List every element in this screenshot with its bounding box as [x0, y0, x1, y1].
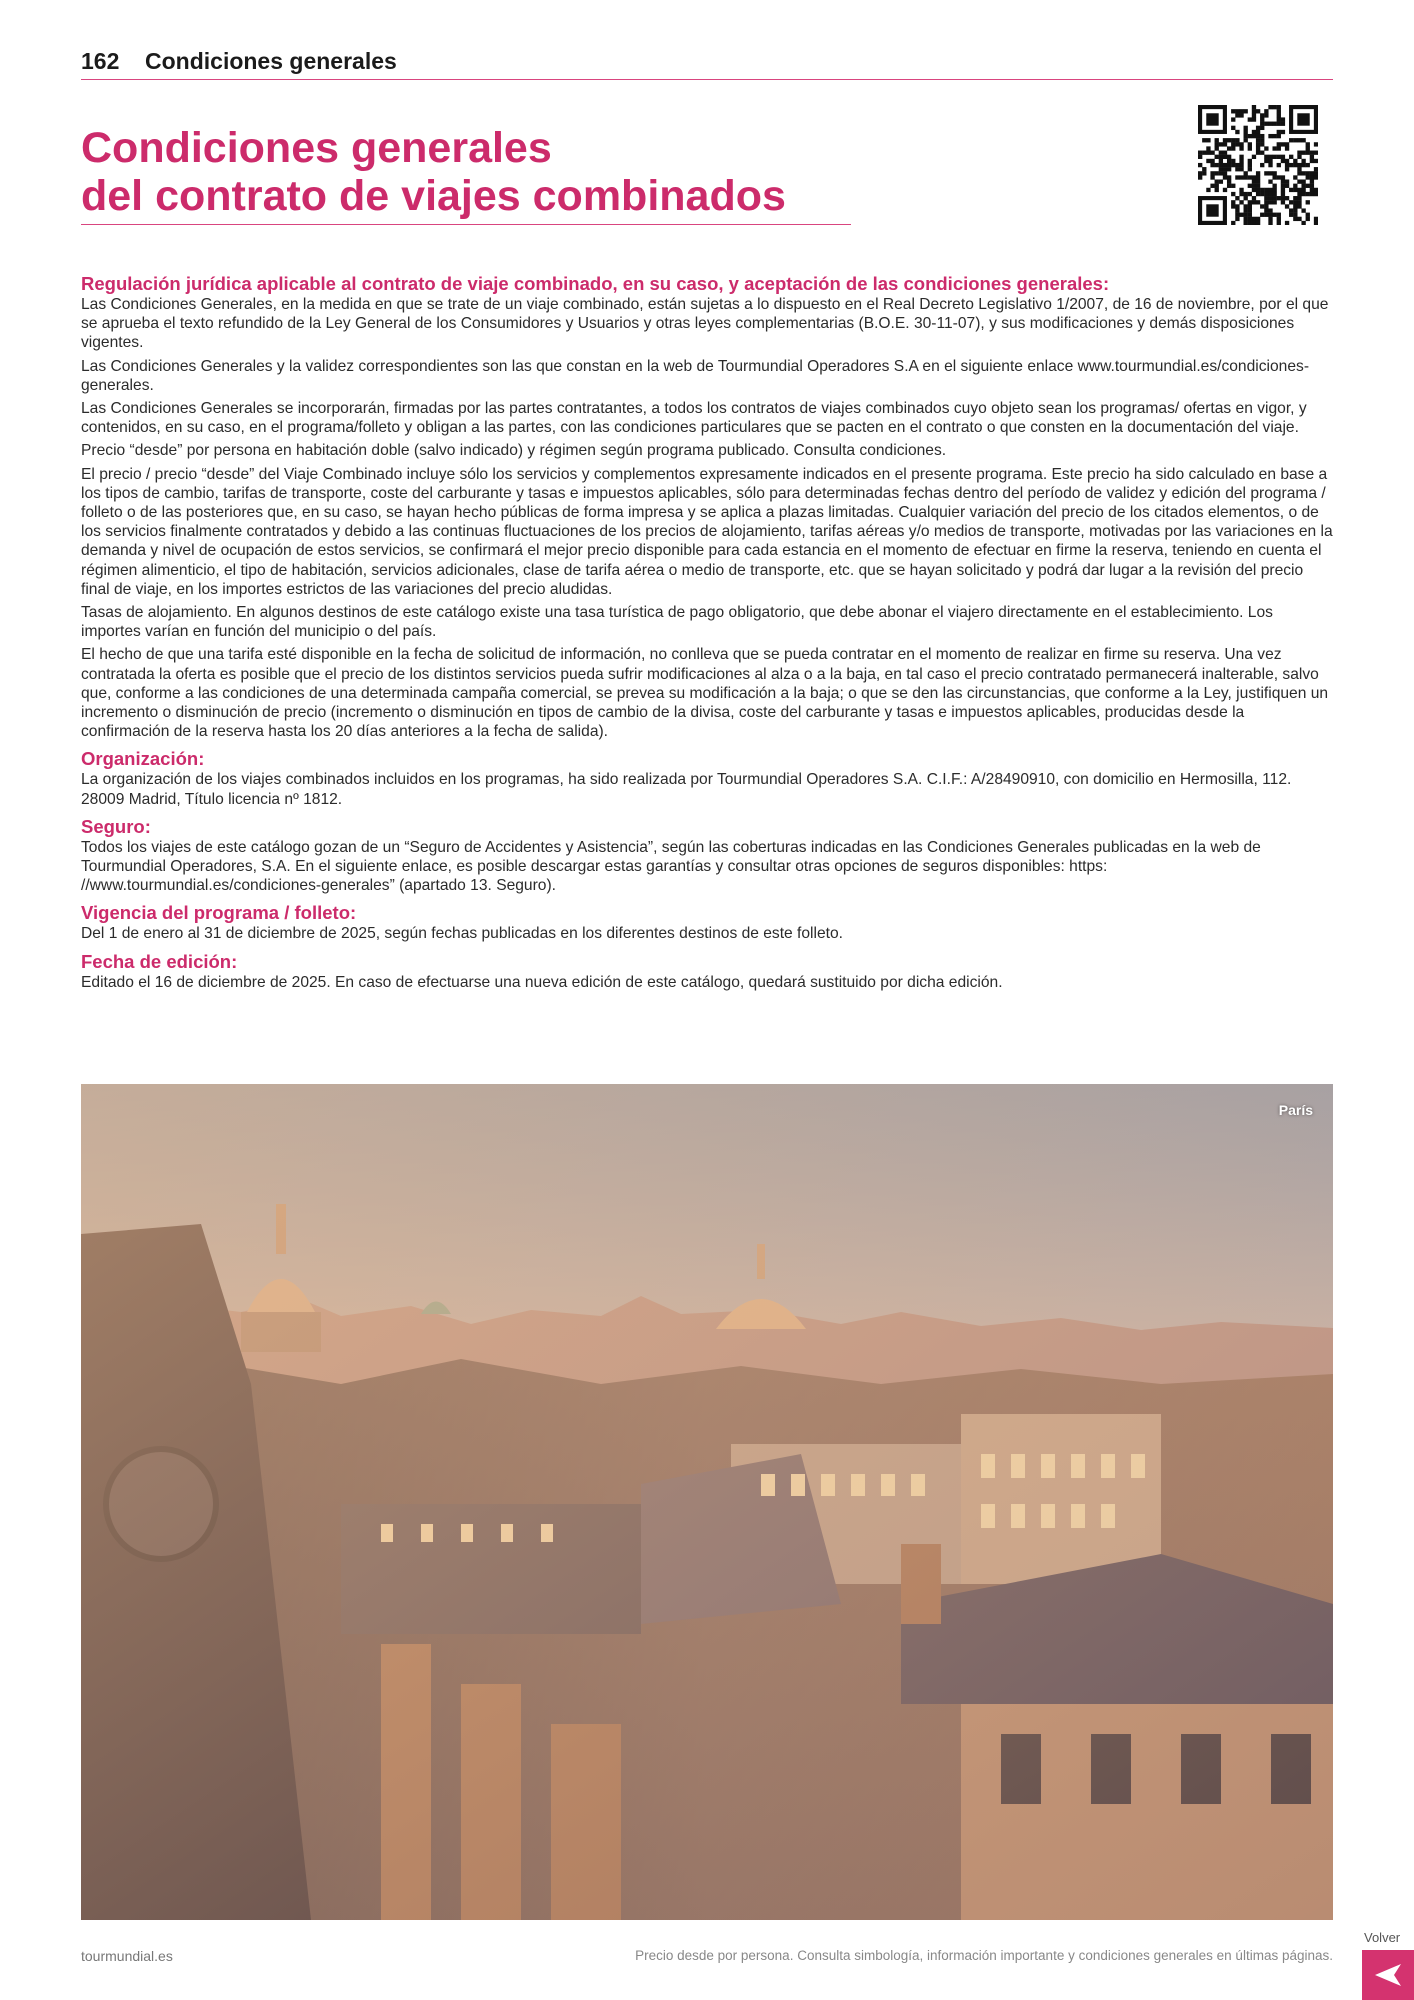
paragraph: El hecho de que una tarifa esté disponible en la fecha de solicitud de información, no conlleva que se pueda contratar en el momento de realizar en firme su reserva. Una vez contratada la oferta es posible que el precio de los distintos servicios pueda sufrir modificaciones al alza o a la baja, en tal caso el precio contratado permanecerá inalterable, salvo que, conforme a las condiciones de una determinada campaña comercial, se prevea su modificación a la baja; o que se den las circunstancias, que conforme a la Ley, justifiquen un incremento o disminución de precio (incremento o disminución en tipos de cambio de la divisa, coste del carburante y tasas e impuestos aplicables, producidas desde la confirmación de la reserva hasta los 20 días anteriores a la fecha de salida).: [81, 646, 1329, 741]
page-title: [81, 124, 851, 220]
section-heading: Vigencia del programa / folleto:: [81, 902, 357, 924]
paragraph: Todos los viajes de este catálogo gozan de un “Seguro de Accidentes y Asistencia”, según las coberturas indicadas en las Condiciones Generales publicadas en la web de Tourmundial Operadores, S.A. En el siguiente enlace, es posible descargar estas garantías y consultar otras opciones de seguros disponibles: https: //www.tourmundial.es/condiciones-generales” (apartado 13. Seguro).: [81, 838, 1261, 895]
page-title-line-2: del contrato de viajes combinados: [81, 172, 786, 220]
section-heading: Regulación jurídica aplicable al contrato de viaje combinado, en su caso, y aceptación de las condiciones generales:: [81, 273, 1110, 294]
back-label: Volver: [1364, 1930, 1401, 1945]
arrow-left-icon: [1373, 1962, 1403, 1988]
footer-note: Precio desde por persona. Consulta simbología, información importante y condiciones generales en últimas páginas.: [635, 1948, 1333, 1963]
page-title-line-1: Condiciones generales: [81, 124, 552, 172]
paragraph: Las Condiciones Generales, en la medida en que se trate de un viaje combinado, están sujetas a lo dispuesto en el Real Decreto Legislativo 1/2007, de 16 de noviembre, por el que se aprueba el texto refundido de la Ley General de los Consumidores y Usuarios y otras leyes complementarias (B.O.E. 30-11-07), y sus modificaciones y demás disposiciones vigentes.: [81, 296, 1329, 352]
paris-rooftops-photo: [81, 1084, 1333, 1920]
section-edicion: [81, 951, 1334, 992]
section-heading: Fecha de edición:: [81, 950, 238, 972]
paragraph: Editado el 16 de diciembre de 2025. En caso de efectuarse una nueva edición de este catálogo, quedará sustituido por dicha edición.: [81, 973, 1003, 991]
paragraph: La organización de los viajes combinados incluidos en los programas, ha sido realizada por Tourmundial Operadores S.A. C.I.F.: A/28490910, con domicilio en Hermosilla, 112. 28009 Madrid, Título licencia nº 1812.: [81, 771, 1292, 808]
section-seguro: [81, 816, 1334, 896]
paragraph: Del 1 de enero al 31 de diciembre de 2025, según fechas publicadas en los diferentes destinos de este folleto.: [81, 925, 843, 943]
page-header: [81, 48, 1333, 80]
section-regulacion: [81, 273, 1334, 741]
paragraph: Las Condiciones Generales y la validez correspondientes son las que constan en la web de Tourmundial Operadores S.A en el siguiente enlace www.tourmundial.es/condiciones-generales.: [81, 357, 1310, 394]
section-vigencia: [81, 902, 1334, 943]
paragraph: Precio “desde” por persona en habitación doble (salvo indicado) y régimen según programa publicado. Consulta condiciones.: [81, 442, 947, 460]
title-divider: [81, 224, 851, 225]
paragraph: El precio / precio “desde” del Viaje Combinado incluye sólo los servicios y complementos expresamente indicados en el presente programa. Este precio ha sido calculado en base a los tipos de cambio, tarifas de transporte, coste del carburante y tasas e impuestos aplicables, sólo para determinadas fechas dentro del período de validez y edición del programa / folleto o de las posteriores que, en su caso, se hayan hecho públicas de forma impresa y se aplica a plazas limitadas. Cualquier variación del precio de los citados elementos, o de los servicios finalmente contratados y debido a las continuas fluctuaciones de los precios de alojamiento, tarifas aéreas y/o medios de transporte, motivadas por las variaciones en la demanda y nivel de ocupación de estos servicios, se confirmará el mejor precio disponible para cada estancia en el momento de efectuar en firme la reserva, teniendo en cuenta el régimen alimenticio, el tipo de habitación, servicios adicionales, clase de tarifa aérea o medio de transporte, etc. que se hayan solicitado y podrá dar lugar a la revisión del precio final de viaje, en los importes estrictos de las variaciones del precio aludidas.: [81, 465, 1333, 598]
header-section-title: Condiciones generales: [145, 48, 397, 74]
photo-illustration: [81, 1084, 1333, 1920]
section-heading: Seguro:: [81, 815, 151, 837]
section-heading: Organización:: [81, 748, 205, 770]
section-organizacion: [81, 748, 1334, 808]
qr-code-icon[interactable]: [1198, 105, 1318, 225]
back-button[interactable]: [1362, 1950, 1414, 2000]
paragraph: Tasas de alojamiento. En algunos destinos de este catálogo existe una tasa turística de pago obligatorio, que debe abonar el viajero directamente en el establecimiento. Los importes varían en función del municipio o del país.: [81, 604, 1273, 641]
page-number: 162: [81, 48, 120, 74]
footer-site[interactable]: tourmundial.es: [81, 1948, 173, 1964]
conditions-content: [81, 273, 1334, 996]
paragraph: Las Condiciones Generales se incorporarán, firmadas por las partes contratantes, a todos los contratos de viajes combinados cuyo objeto sean los programas/ ofertas en vigor, y contenidos, en su caso, en el programa/folleto y obligan a las partes, con las condiciones particulares que se pacten en el contrato o que consten en la documentación del viaje.: [81, 400, 1307, 437]
photo-caption: París: [1278, 1102, 1313, 1118]
back-nav[interactable]: [1362, 1930, 1414, 2000]
